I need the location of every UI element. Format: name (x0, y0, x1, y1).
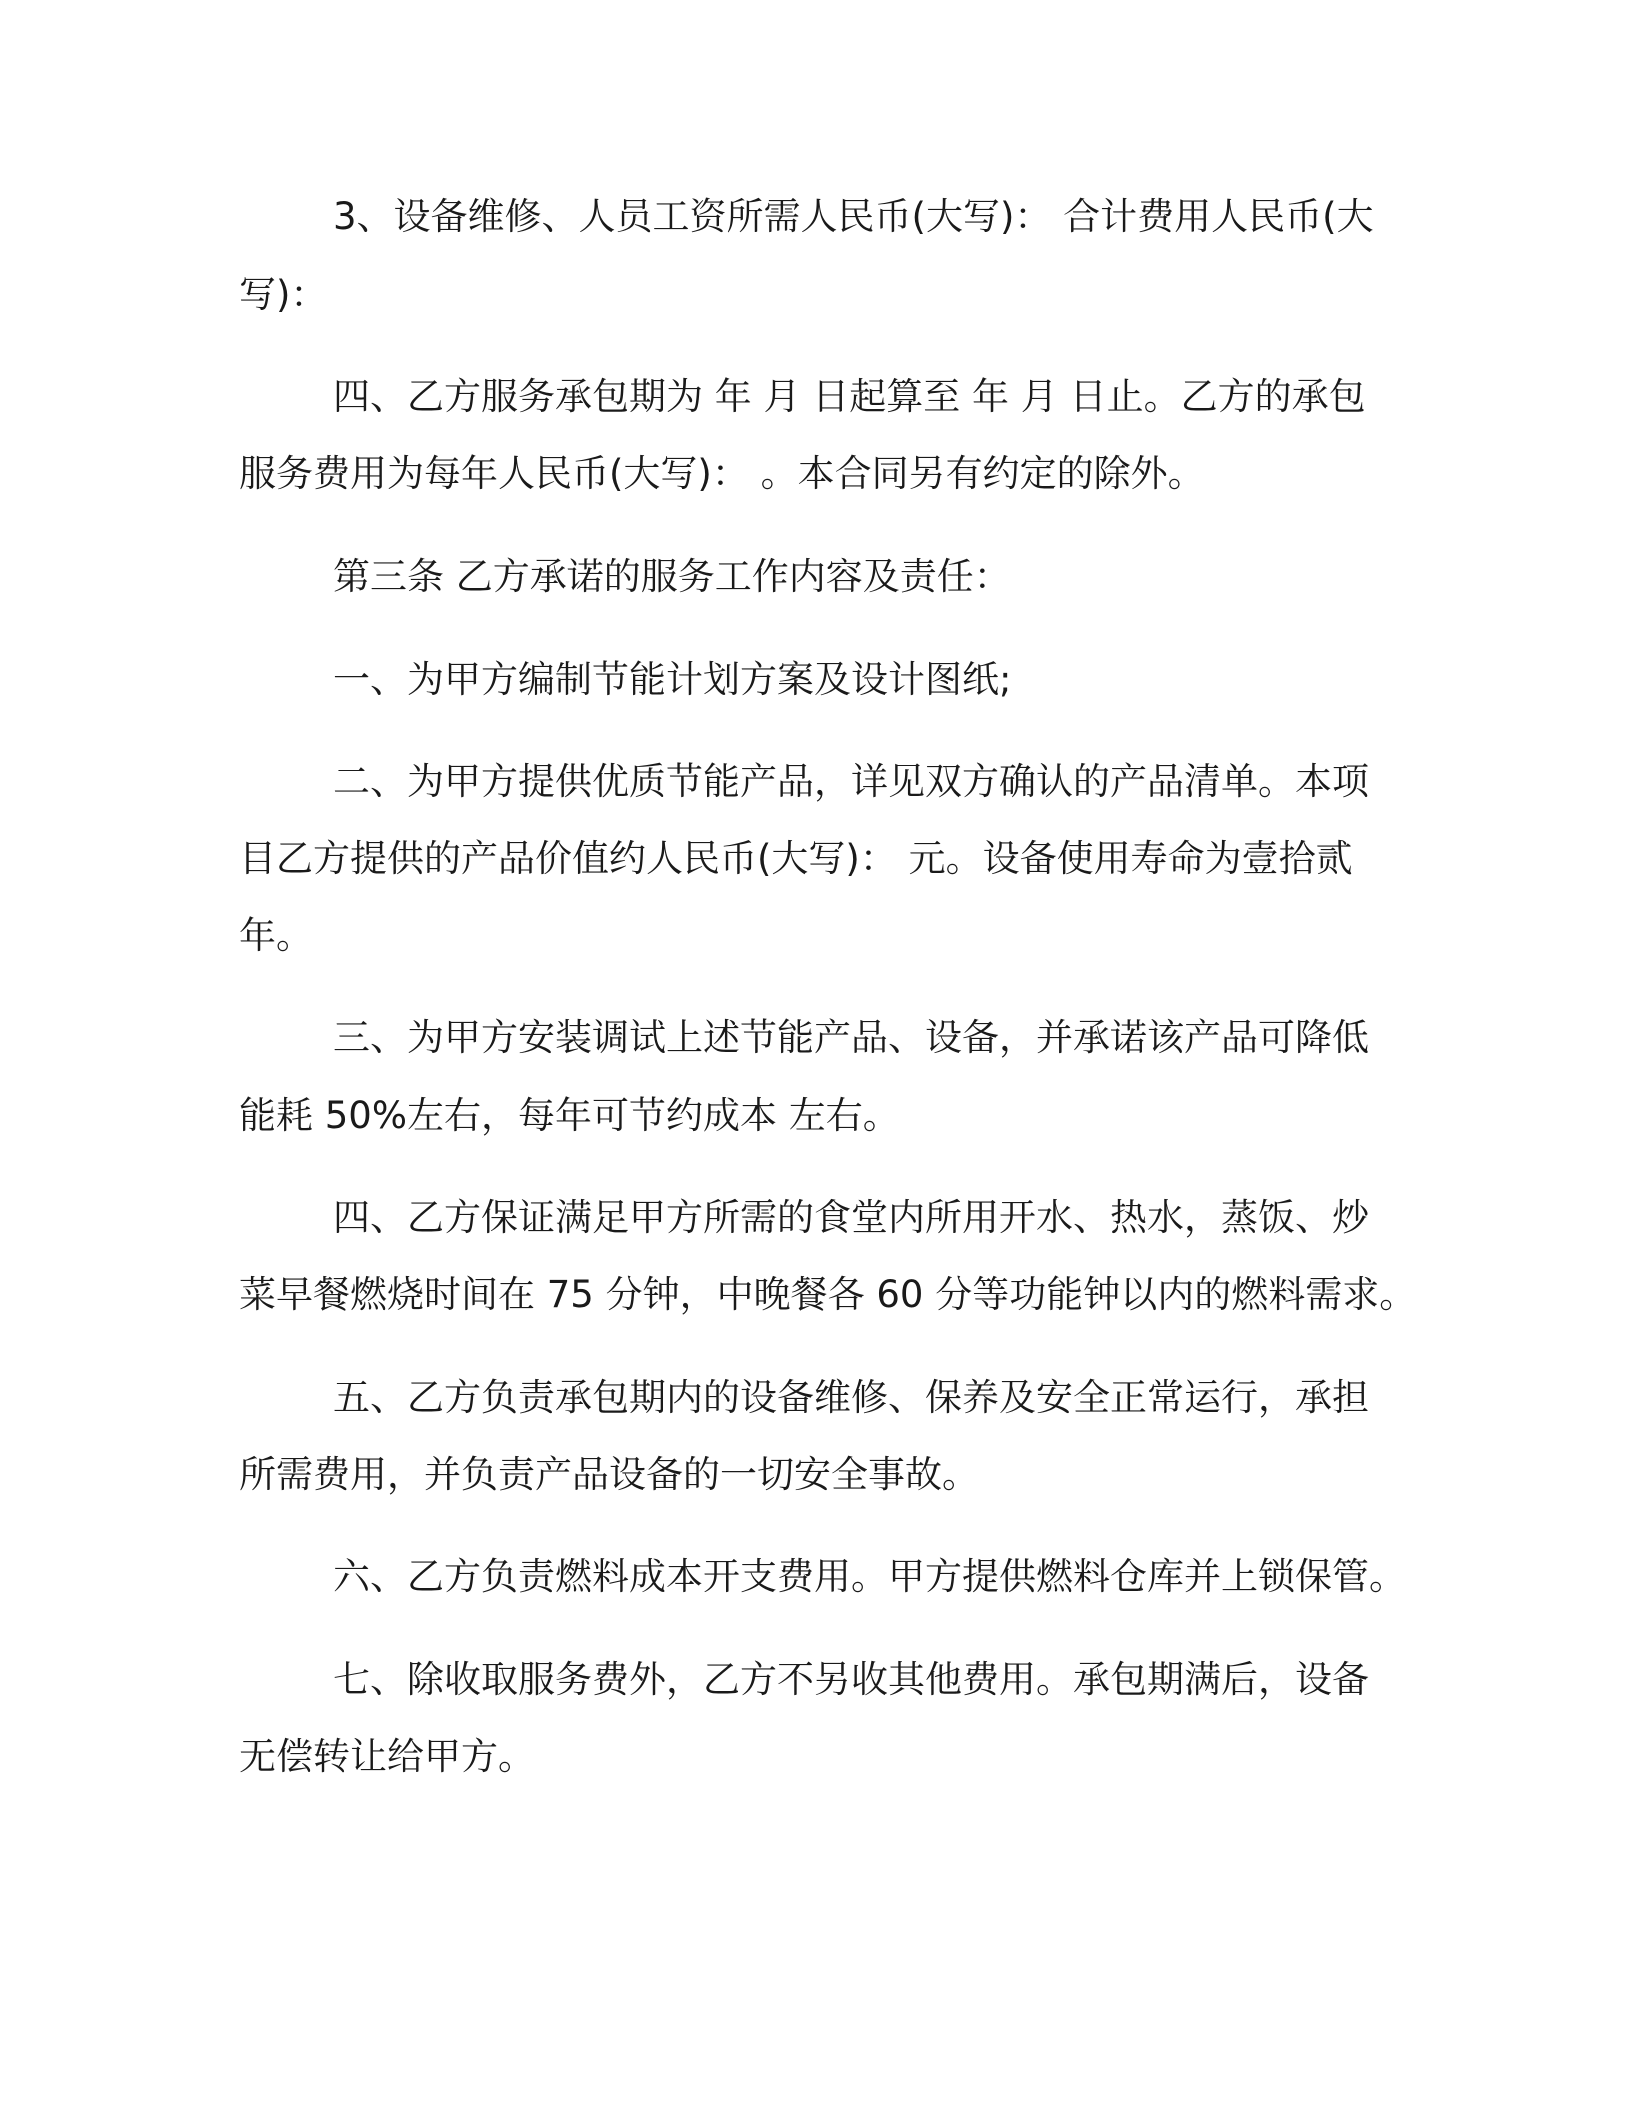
item-2-line-3: 年。 (239, 914, 313, 957)
item-2-line-2: 目乙方提供的产品价值约人民币(大写)： 元。设备使用寿命为壹拾贰 (239, 837, 1353, 880)
item-4-line-1: 四、乙方保证满足甲方所需的食堂内所用开水、热水，蒸饭、炒 (333, 1196, 1369, 1239)
clause-4-line-2: 服务费用为每年人民币(大写)： 。本合同另有约定的除外。 (239, 452, 1205, 495)
item-7-line-1: 七、除收取服务费外，乙方不另收其他费用。承包期满后，设备 (333, 1658, 1369, 1701)
item-3-line-1: 三、为甲方安装调试上述节能产品、设备，并承诺该产品可降低 (333, 1016, 1369, 1059)
item-1-line-1: 一、为甲方编制节能计划方案及设计图纸; (333, 658, 1012, 701)
item-4-line-2: 菜早餐燃烧时间在 75 分钟，中晚餐各 60 分等功能钟以内的燃料需求。 (239, 1273, 1417, 1316)
clause-3-line-2: 写)： (239, 273, 328, 316)
clause-4-line-1: 四、乙方服务承包期为 年 月 日起算至 年 月 日止。乙方的承包 (333, 375, 1366, 418)
item-6-line-1: 六、乙方负责燃料成本开支费用。甲方提供燃料仓库并上锁保管。 (333, 1555, 1406, 1598)
item-5-line-2: 所需费用，并负责产品设备的一切安全事故。 (239, 1453, 979, 1496)
article-3-heading: 第三条 乙方承诺的服务工作内容及责任： (333, 555, 1011, 598)
item-7-line-2: 无偿转让给甲方。 (239, 1735, 535, 1778)
item-2-line-1: 二、为甲方提供优质节能产品，详见双方确认的产品清单。本项 (333, 760, 1369, 803)
clause-3-line-1: 3、设备维修、人员工资所需人民币(大写)： 合计费用人民币(大 (333, 195, 1374, 238)
item-3-line-2: 能耗 50%左右，每年可节约成本 左右。 (239, 1094, 900, 1137)
item-5-line-1: 五、乙方负责承包期内的设备维修、保养及安全正常运行，承担 (333, 1376, 1369, 1419)
